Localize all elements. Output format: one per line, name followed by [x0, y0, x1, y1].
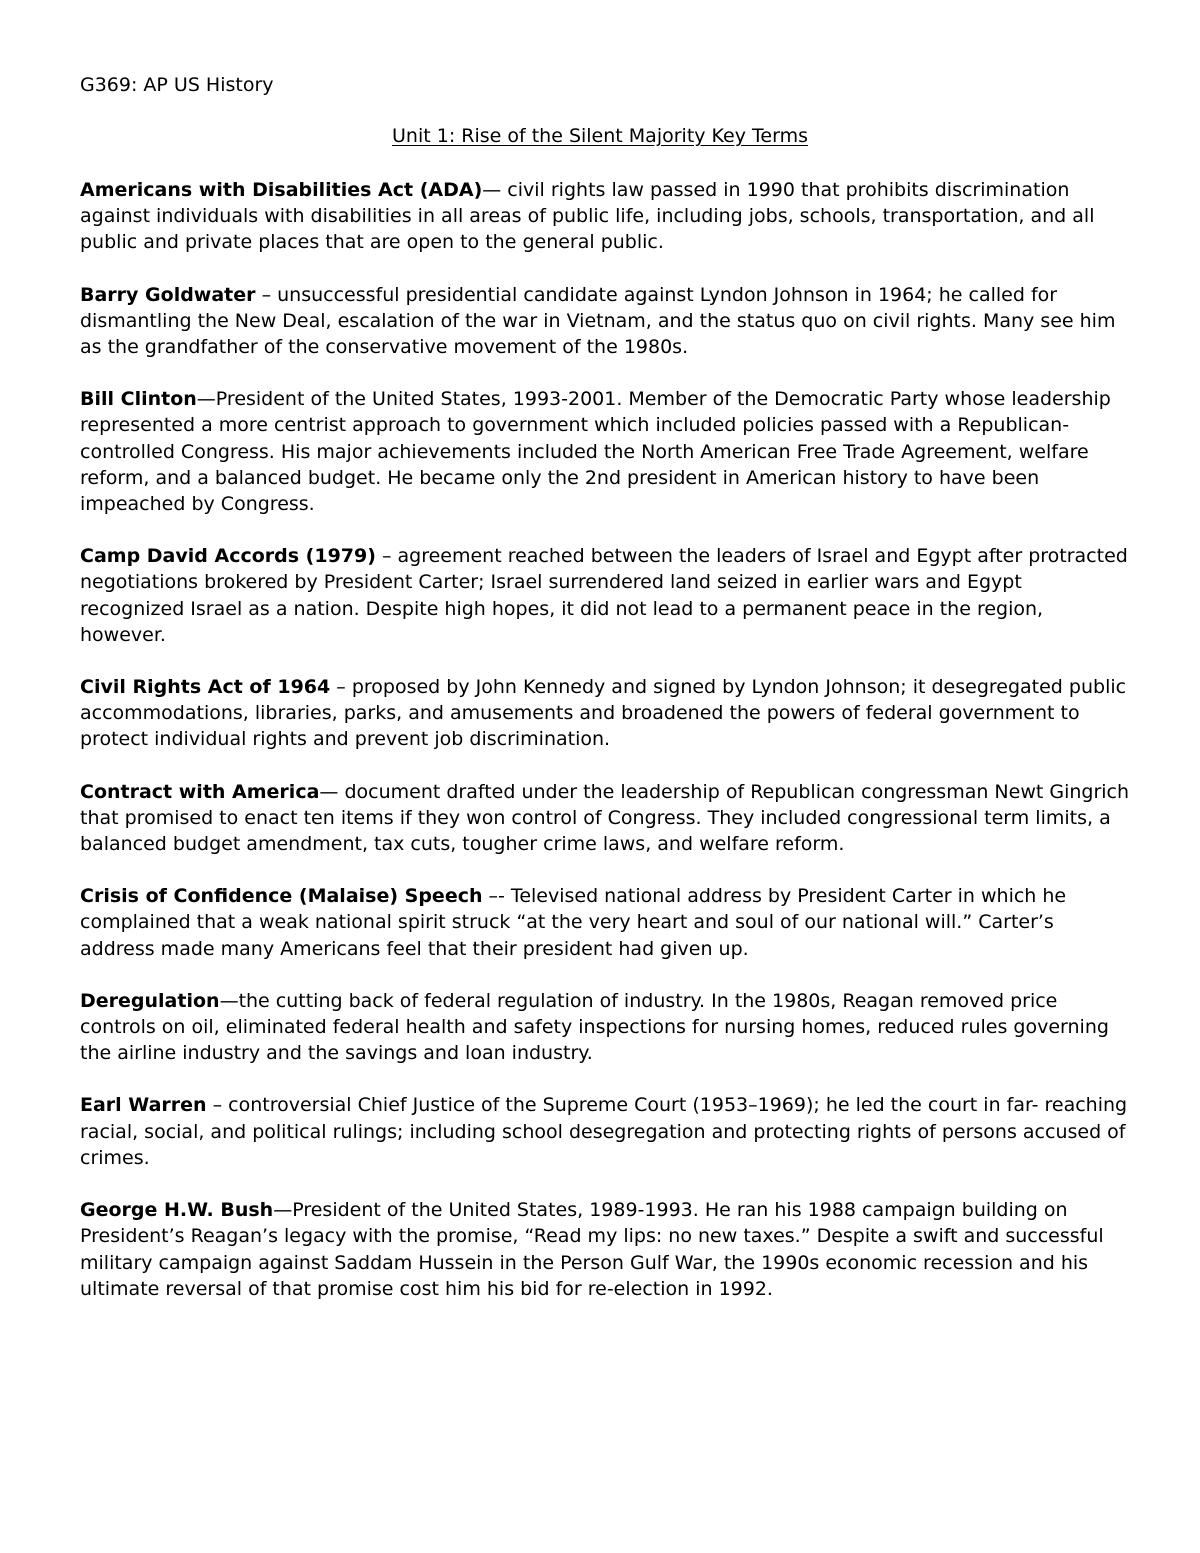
term-definition: – proposed by John Kennedy and signed by Lyndon Johnson; it desegregated public accommodations, libraries, parks, and amusements and broadened the powers of federal government to protect individual rights and prevent job discrimination. — [80, 676, 1127, 751]
term-entry — [80, 386, 1130, 517]
term-name: Civil Rights Act of 1964 — [80, 676, 331, 699]
term-definition: – agreement reached between the leaders of Israel and Egypt after protracted negotiations brokered by President Carter; Israel surrendered land seized in earlier wars and Egypt recognized Israel as a nation. Despite high hopes, it did not lead to a permanent peace in the region, however. — [80, 545, 1128, 646]
term-definition: –- Televised national address by President Carter in which he complained that a weak national spirit struck “at the very heart and soul of our national will.” Carter’s address made many Americans feel that their president had given up. — [80, 885, 1067, 960]
term-definition: – unsuccessful presidential candidate against Lyndon Johnson in 1964; he called for dismantling the New Deal, escalation of the war in Vietnam, and the status quo on civil rights. Many see him as the grandfather of the conservative movement of the 1980s. — [80, 283, 1116, 359]
term-name: Earl Warren — [80, 1094, 207, 1117]
term-name: Bill Clinton — [80, 388, 197, 411]
key-terms-list — [80, 177, 1130, 1328]
term-definition: —President of the United States, 1989-1993. He ran his 1988 campaign building on President’s Reagan’s legacy with the promise, “Read my lips: no new taxes.” Despite a swift and successful military campaign against Saddam Hussein in the Person Gulf War, the 1990s economic recession and his ultimate reversal of that promise cost him his bid for re-election in 1992. — [80, 1199, 1104, 1300]
term-entry — [80, 1092, 1130, 1171]
term-entry — [80, 779, 1130, 858]
term-definition: — civil rights law passed in 1990 that prohibits discrimination against individuals with disabilities in all areas of public life, including jobs, schools, transportation, and all public and private places that are open to the general public. — [80, 179, 1095, 254]
term-name: Crisis of Confidence (Malaise) Speech — [80, 885, 483, 908]
term-entry — [80, 674, 1130, 753]
term-definition: —the cutting back of federal regulation of industry. In the 1980s, Reagan removed price controls on oil, eliminated federal health and safety inspections for nursing homes, reduced rules governing the airline industry and the savings and loan industry. — [80, 989, 1109, 1065]
term-name: Barry Goldwater — [80, 283, 256, 306]
term-definition: —President of the United States, 1993-2001. Member of the Democratic Party whose leadership represented a more centrist approach to government which included policies passed with a Republican-controlled Congress. His major achievements included the North American Free Trade Agreement, welfare reform, and a balanced budget. He became only the 2nd president in American history to have been impeached by Congress. — [80, 388, 1111, 516]
term-entry — [80, 543, 1130, 648]
term-entry — [80, 282, 1130, 361]
term-name: George H.W. Bush — [80, 1199, 274, 1222]
page-title-text: Unit 1: Rise of the Silent Majority Key Terms — [392, 125, 808, 147]
term-definition: — document drafted under the leadership of Republican congressman Newt Gingrich that promised to enact ten items if they won control of Congress. They included congressional term limits, a balanced budget amendment, tax cuts, tougher crime laws, and welfare reform. — [80, 780, 1130, 856]
term-name: Americans with Disabilities Act (ADA) — [80, 179, 483, 201]
course-label: G369: AP US History — [80, 74, 274, 96]
term-name: Deregulation — [80, 989, 220, 1012]
term-entry — [80, 988, 1130, 1067]
term-entry — [80, 1197, 1130, 1302]
term-name: Camp David Accords (1979) — [80, 545, 376, 568]
term-entry — [80, 883, 1130, 962]
term-entry — [80, 177, 1130, 256]
term-name: Contract with America — [80, 780, 320, 803]
term-definition: – controversial Chief Justice of the Supreme Court (1953–1969); he led the court in far- reaching racial, social, and political rulings; including school desegregation and protecting rights of persons accused of crimes. — [80, 1094, 1128, 1169]
page-title — [0, 123, 1200, 149]
